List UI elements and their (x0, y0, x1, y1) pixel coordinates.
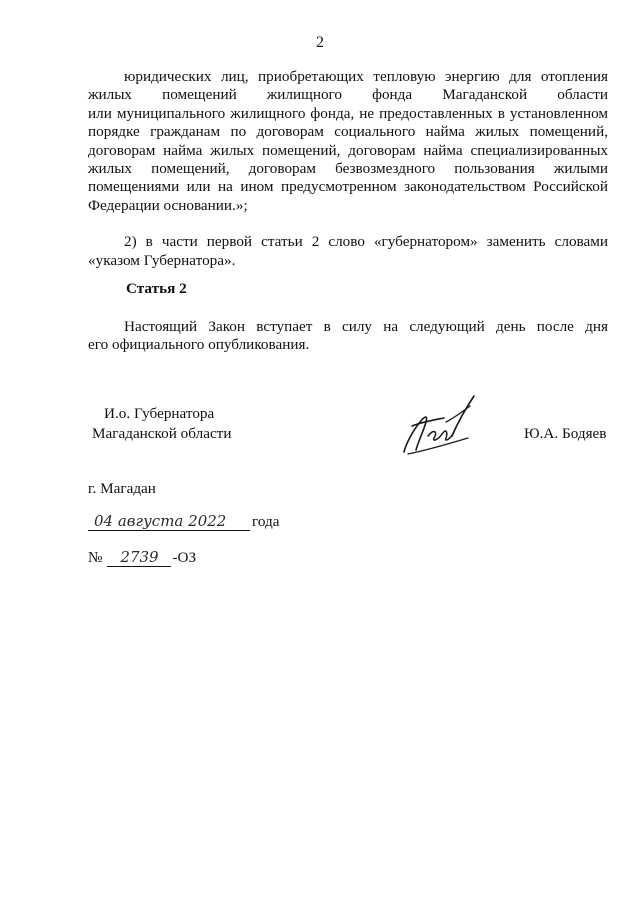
text-line: юридических лиц, приобретающих тепловую энергию для отопления (124, 68, 608, 85)
text-line: Федерации основании.»; (88, 196, 248, 214)
text-line: или муниципального жилищного фонда, не предоставленных в установленном (88, 104, 608, 122)
text-line: помещениями или на ином предусмотренном законодательством Российской (88, 178, 608, 196)
number-prefix: № (88, 549, 103, 566)
handwritten-number: 2739 (107, 548, 171, 567)
text-line: порядке гражданам по договорам социального найма жилых помещений, (88, 123, 608, 141)
text-line: договорам найма жилых помещений, договорам найма специализированных (88, 141, 608, 159)
signer-position-line-2: Магаданской области (92, 425, 232, 442)
handwritten-date: 04 августа 2022 (88, 512, 250, 531)
article-2-line: его официального опубликования. (88, 336, 310, 354)
signer-name: Ю.А. Бодяев (524, 425, 607, 442)
signer-position-line-1: И.о. Губернатора (104, 405, 215, 422)
law-number-line (88, 548, 196, 567)
article-2-line: Настоящий Закон вступает в силу на следующий день после дня (124, 318, 608, 335)
page-number: 2 (316, 34, 324, 51)
number-suffix: -ОЗ (172, 549, 197, 566)
item-2-line: 2) в части первой статьи 2 слово «губернатором» заменить словами (124, 233, 608, 251)
article-2-body (88, 318, 608, 355)
date-suffix: года (252, 513, 280, 530)
text-line: жилых помещений, договорам безвозмездного пользования жилыми (88, 160, 608, 178)
text-line: жилых помещений жилищного фонда Магаданской области (88, 86, 608, 104)
date-line (88, 512, 279, 531)
article-2-title: Статья 2 (126, 280, 187, 297)
city: г. Магадан (88, 480, 156, 497)
handwritten-signature (398, 392, 482, 458)
law-text-continuation (88, 68, 608, 270)
item-2-line: «указом Губернатора». (88, 251, 236, 269)
